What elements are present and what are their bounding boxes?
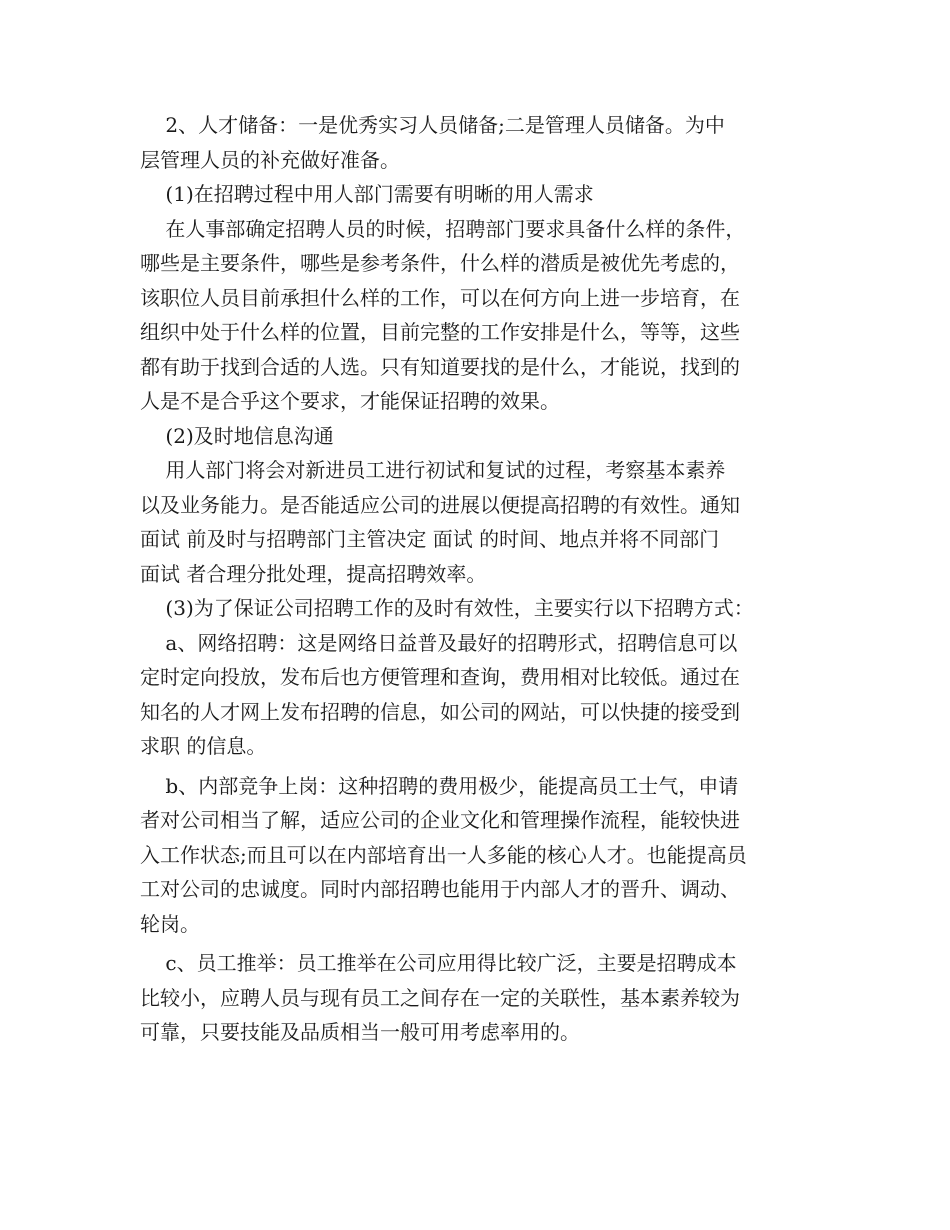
- text-line: 2、人才储备：一是优秀实习人员储备;二是管理人员储备。为中: [140, 113, 725, 137]
- text-line: 定时定向投放，发布后也方便管理和查询，费用相对比较低。通过在: [140, 665, 740, 689]
- text-line: 者对公司相当了解，适应公司的企业文化和管理操作流程，能较快进: [140, 808, 740, 832]
- text-line: 层管理人员的补充做好准备。: [140, 147, 400, 172]
- text-line: 轮岗。: [140, 911, 200, 936]
- text-line: 可靠，只要技能及品质相当一般可用考虑率用的。: [140, 1020, 580, 1044]
- text-line: (1)在招聘过程中用人部门需要有明晰的用人需求: [140, 182, 594, 206]
- text-line: 知名的人才网上发布招聘的信息，如公司的网站，可以快捷的接受到: [140, 699, 740, 724]
- text-line: (3)为了保证公司招聘工作的及时有效性，主要实行以下招聘方式：: [140, 596, 754, 620]
- text-line: c、员工推举：员工推举在公司应用得比较广泛，主要是招聘成本: [140, 951, 737, 975]
- text-line: 都有助于找到合适的人选。只有知道要找的是什么，才能说，找到的: [140, 354, 740, 379]
- text-line: 工对公司的忠诚度。同时内部招聘也能用于内部人才的晋升、调动、: [140, 877, 740, 901]
- text-line: 面试 者合理分批处理，提高招聘效率。: [140, 561, 487, 586]
- text-line: 比较小，应聘人员与现有员工之间存在一定的关联性，基本素养较为: [140, 985, 740, 1010]
- text-line: 入工作状态;而且可以在内部培育出一人多能的核心人才。也能提高员: [140, 842, 747, 867]
- text-line: 该职位人员目前承担什么样的工作，可以在何方向上进一步培育，在: [140, 285, 740, 310]
- text-line: b、内部竞争上岗：这种招聘的费用极少，能提高员工士气，申请: [140, 773, 739, 798]
- document-body: [140, 108, 820, 1050]
- text-line: a、网络招聘：这是网络日益普及最好的招聘形式，招聘信息可以: [140, 630, 738, 655]
- text-line: 以及业务能力。是否能适应公司的进展以便提高招聘的有效性。通知: [140, 492, 740, 517]
- text-line: 组织中处于什么样的位置，目前完整的工作安排是什么，等等，这些: [140, 320, 740, 344]
- text-line: 人是不是合乎这个要求，才能保证招聘的效果。: [140, 389, 560, 413]
- text-line: 面试 前及时与招聘部门主管决定 面试 的时间、地点并将不同部门: [140, 527, 720, 551]
- text-line: (2)及时地信息沟通: [140, 423, 334, 448]
- text-line: 在人事部确定招聘人员的时候，招聘部门要求具备什么样的条件，: [140, 216, 746, 241]
- text-line: 用人部门将会对新进员工进行初试和复试的过程，考察基本素养: [140, 458, 726, 482]
- text-line: 求职 的信息。: [140, 734, 267, 758]
- text-line: 哪些是主要条件，哪些是参考条件，什么样的潜质是被优先考虑的，: [140, 251, 740, 275]
